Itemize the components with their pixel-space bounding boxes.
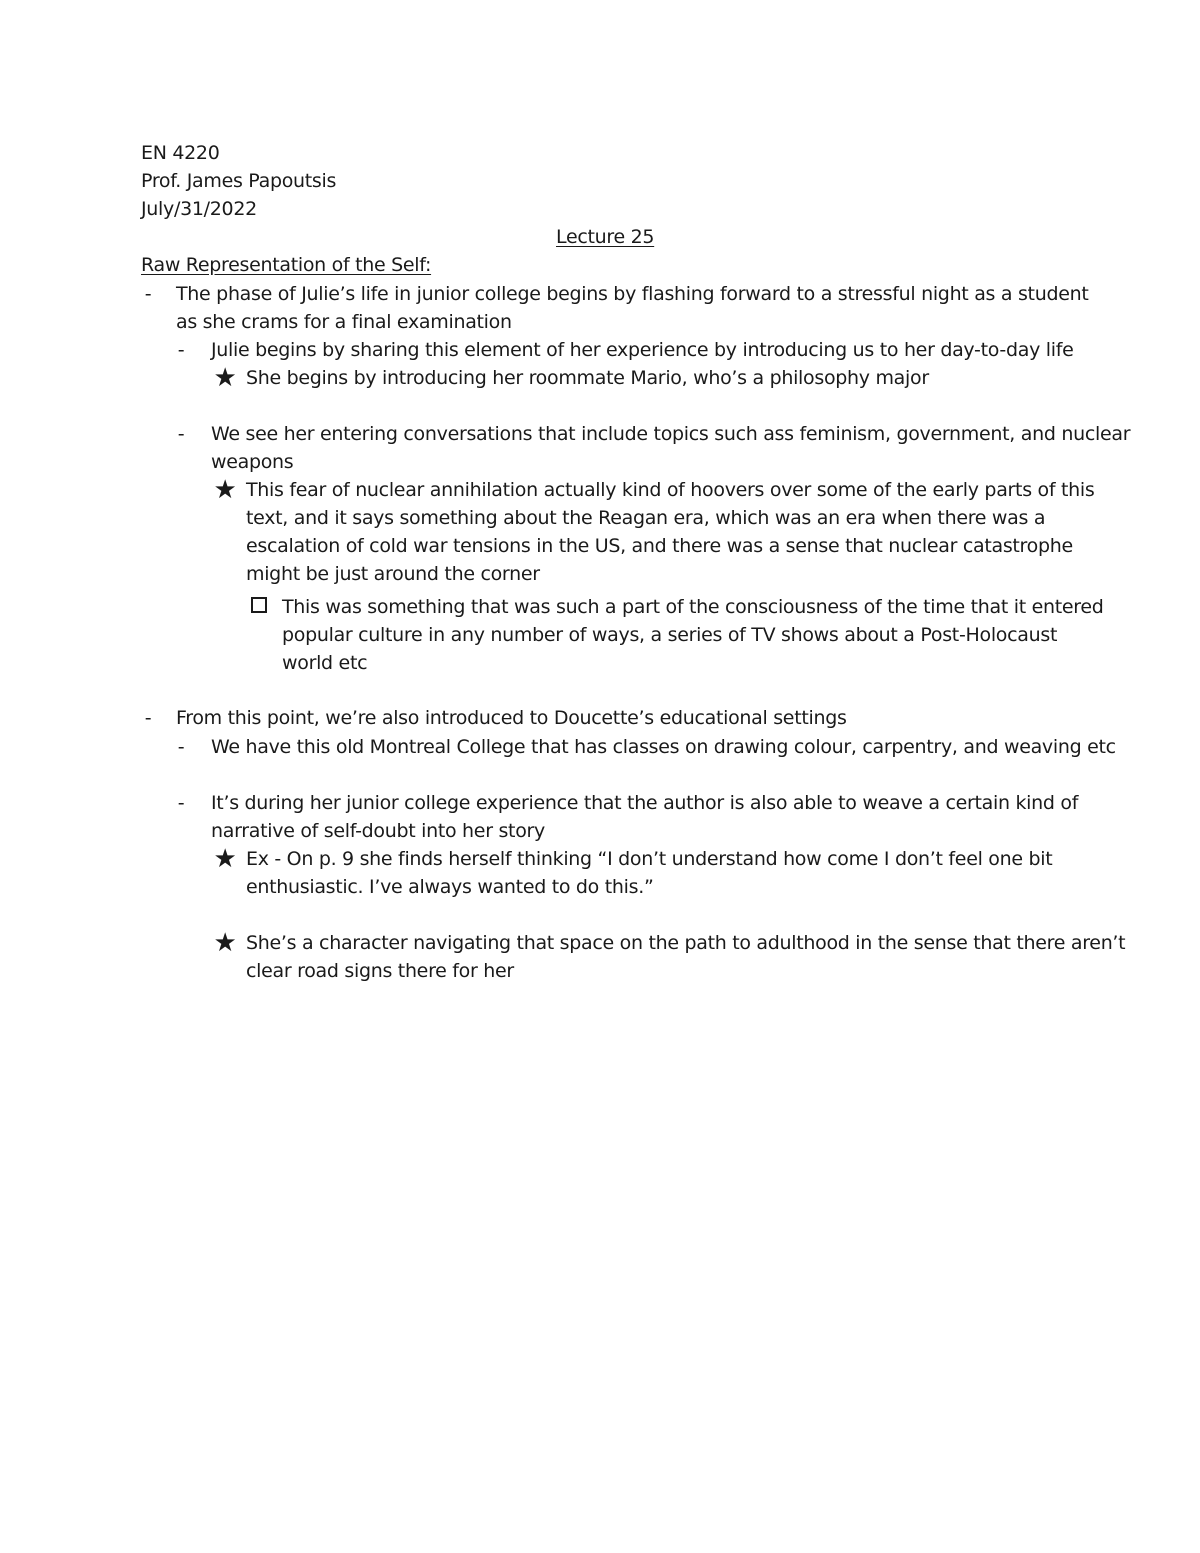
- dash-bullet-icon: -: [177, 423, 185, 445]
- note-line: She begins by introducing her roommate Mario, who’s a philosophy major: [246, 367, 929, 389]
- note-line: escalation of cold war tensions in the US, and there was a sense that nuclear catastrophe: [246, 535, 1073, 557]
- dash-bullet-icon: -: [144, 707, 152, 729]
- note-line: We see her entering conversations that include topics such ass feminism, government, and nuclear: [211, 423, 1131, 445]
- professor-name: Prof. James Papoutsis: [141, 170, 337, 192]
- note-line: She’s a character navigating that space on the path to adulthood in the sense that there aren’t: [246, 932, 1126, 954]
- dash-bullet-icon: -: [144, 283, 152, 305]
- star-bullet-icon: ★: [213, 475, 237, 505]
- note-line: as she crams for a final examination: [176, 311, 512, 333]
- lecture-date: July/31/2022: [141, 198, 257, 220]
- note-line: From this point, we’re also introduced to Doucette’s educational settings: [176, 707, 847, 729]
- note-line: narrative of self-doubt into her story: [211, 820, 545, 842]
- course-code: EN 4220: [141, 142, 220, 164]
- note-line: Julie begins by sharing this element of her experience by introducing us to her day-to-day life: [211, 339, 1074, 361]
- dash-bullet-icon: -: [177, 339, 185, 361]
- section-heading: Raw Representation of the Self:: [141, 254, 432, 276]
- note-line: The phase of Julie’s life in junior college begins by flashing forward to a stressful night as a student: [176, 283, 1089, 305]
- star-bullet-icon: ★: [213, 363, 237, 393]
- note-line: clear road signs there for her: [246, 960, 514, 982]
- note-line: text, and it says something about the Reagan era, which was an era when there was a: [246, 507, 1046, 529]
- note-line: world etc: [282, 652, 368, 674]
- note-line: might be just around the corner: [246, 563, 540, 585]
- note-line: Ex - On p. 9 she finds herself thinking “I don’t understand how come I don’t feel one bit: [246, 848, 1053, 870]
- note-line: enthusiastic. I’ve always wanted to do this.”: [246, 876, 654, 898]
- dash-bullet-icon: -: [177, 792, 185, 814]
- dash-bullet-icon: -: [177, 736, 185, 758]
- star-bullet-icon: ★: [213, 844, 237, 874]
- note-line: popular culture in any number of ways, a series of TV shows about a Post-Holocaust: [282, 624, 1058, 646]
- note-line: weapons: [211, 451, 294, 473]
- checkbox-bullet-icon: [251, 597, 267, 613]
- star-bullet-icon: ★: [213, 928, 237, 958]
- note-line: This fear of nuclear annihilation actually kind of hoovers over some of the early parts of this: [246, 479, 1095, 501]
- lecture-title: Lecture 25: [556, 226, 655, 248]
- note-line: We have this old Montreal College that has classes on drawing colour, carpentry, and weaving etc: [211, 736, 1116, 758]
- note-line: It’s during her junior college experience that the author is also able to weave a certain kind of: [211, 792, 1079, 814]
- note-line: This was something that was such a part of the consciousness of the time that it entered: [282, 596, 1104, 618]
